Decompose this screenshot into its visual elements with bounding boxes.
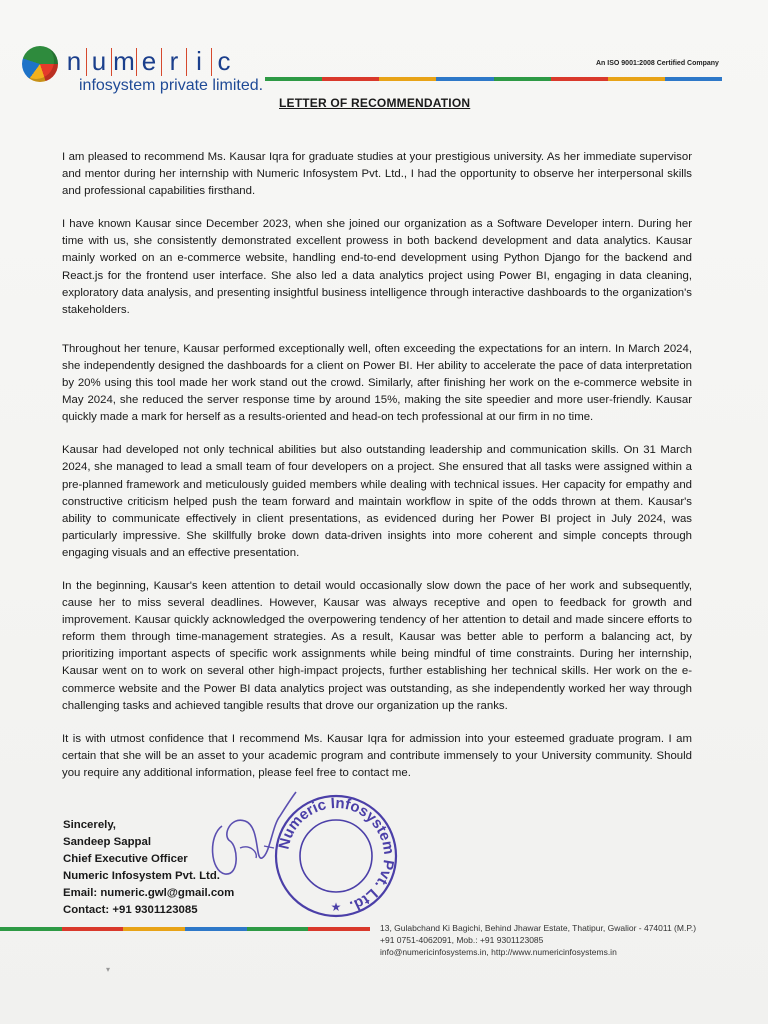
signer-position: Chief Executive Officer — [63, 853, 188, 866]
paragraph-4: Kausar had developed not only technical abilities but also outstanding leadership and communication skills. On 31 March 2024, she managed to lead a small team of four developers on a project. She ensured that all tasks were assigned within a pre-planned framework and meticulously guided members while dealing with technical issues. Her capacity for empathy and constructive criticism helped push the team forward and maintain workflow in spite of the odds thrown at them. Kausar's ability to communicate effectively in client presentations, as evidenced during her Power BI project in July 2024, was particularly impressive. She skillfully broke down data-driven insights into more coherent and simple concepts through engaging visuals and an effective presentation. — [62, 444, 692, 559]
paragraph-1: I am pleased to recommend Ms. Kausar Iqra for graduate studies at your prestigious university. As her immediate supervisor and mentor during her internship with Numeric Infosystem Pvt. Ltd., I had the opportunity to observe her interpersonal skills and professional capabilities firsthand. — [62, 151, 692, 198]
header-color-bar — [265, 77, 722, 81]
globe-logo-icon — [22, 46, 58, 82]
company-seal — [270, 790, 402, 922]
bar-segment — [247, 927, 309, 931]
bar-segment — [0, 927, 62, 931]
bar-segment — [123, 927, 185, 931]
web-line: info@numericinfosystems.in, http://www.numericinfosystems.in — [380, 947, 617, 957]
company-logo — [22, 44, 272, 94]
letter-body — [62, 149, 692, 798]
paragraph-2: I have known Kausar since December 2023, when she joined our organization as a Software Developer intern. During her time with us, she consistently demonstrated excellent prowess in both backend development and data analytics. Kausar mainly worked on an e-commerce website, handling end-to-end development using Python Django for the backend and React.js for the frontend user interface. She also led a data analytics project using Power BI, engaging in data cleaning, exploratory data analysis, and presenting insightful business intelligence through interactive dashboards to the organization's stakeholders. — [62, 218, 692, 316]
brand-letter: m — [112, 48, 137, 76]
paragraph-6: It is with utmost confidence that I recommend Ms. Kausar Iqra for admission into your esteemed graduate program. I am certain that she will be an asset to your academic program and contribute immensely to your University community. Should you require any additional information, please feel free to contact me. — [62, 732, 692, 779]
signer-contact: Contact: +91 9301123085 — [63, 904, 198, 917]
brand-letter: c — [217, 46, 231, 76]
brand-letter: r — [162, 48, 187, 76]
seal-text: Numeric Infosystem Pvt. Ltd. — [275, 794, 398, 915]
paragraph-5: In the beginning, Kausar's keen attention to detail would occasionally slow down the pace of her work and subsequently, cause her to miss several deadlines. However, Kausar was always receptive and open to feedback for growth and improvement. Kausar quickly acknowledged the overpowering tendency of her attention to detail and made sincere efforts to reform them through time-management strategies. As a result, Kausar was better able to perform a balancing act, by prioritizing important aspects of specific work assignments while being mindful of time constraints. During her internship, Kausar went on to work on several other high-impact projects, further establishing her technical skills. Her work on the e-commerce website and the Power BI data analytics project was outstanding, as she independently worked her way through challenging tasks and achieved tangible results that drove our organization up the ranks. — [62, 579, 692, 712]
bar-segment — [494, 77, 551, 81]
bar-segment — [551, 77, 608, 81]
brand-letter: n — [62, 48, 87, 76]
scan-mark: ▾ — [106, 965, 111, 974]
signer-email: Email: numeric.gwl@gmail.com — [63, 887, 235, 900]
bar-segment — [379, 77, 436, 81]
bar-segment — [185, 927, 247, 931]
paragraph-3: Throughout her tenure, Kausar performed exceptionally well, often exceeding the expectations for an intern. In March 2024, she independently designed the dashboards for a client on Power BI. Her ability to accelerate the pace of data interpretation by 20% using this tool made her work stand out the crowd. Similarly, after finishing her work on the e-commerce website in May 2024, she reduced the server response time by around 15%, making the site speedier and more user-friendly. Kausar quickly made a mark for herself as a results-oriented and head-on tech professional at our firm in no time. — [62, 342, 692, 424]
bar-segment — [322, 77, 379, 81]
bar-segment — [608, 77, 665, 81]
footer-color-bar — [0, 927, 370, 931]
address-line: 13, Gulabchand Ki Bagichi, Behind Jhawar Estate, Thatipur, Gwalior - 474011 (M.P.) — [380, 923, 697, 933]
svg-text:★: ★ — [330, 900, 342, 914]
closing: Sincerely, — [63, 819, 116, 831]
brand-subtitle: infosystem private limited. — [79, 77, 264, 94]
bar-segment — [665, 77, 722, 81]
bar-segment — [308, 927, 370, 931]
footer-address — [380, 922, 696, 958]
brand-letter: i — [187, 48, 212, 76]
letter-title: LETTER OF RECOMMENDATION — [279, 96, 471, 110]
brand-letter: e — [137, 48, 162, 76]
signer-company: Numeric Infosystem Pvt. Ltd. — [63, 870, 220, 883]
bar-segment — [62, 927, 124, 931]
bar-segment — [265, 77, 322, 81]
signer-name: Sandeep Sappal — [63, 836, 151, 849]
brand-letter: u — [87, 48, 112, 76]
iso-certification: An ISO 9001:2008 Certified Company — [596, 60, 719, 67]
phone-line: +91 0751-4062091, Mob.: +91 9301123085 — [380, 935, 544, 945]
brand-wordmark — [62, 48, 236, 76]
bar-segment — [436, 77, 493, 81]
